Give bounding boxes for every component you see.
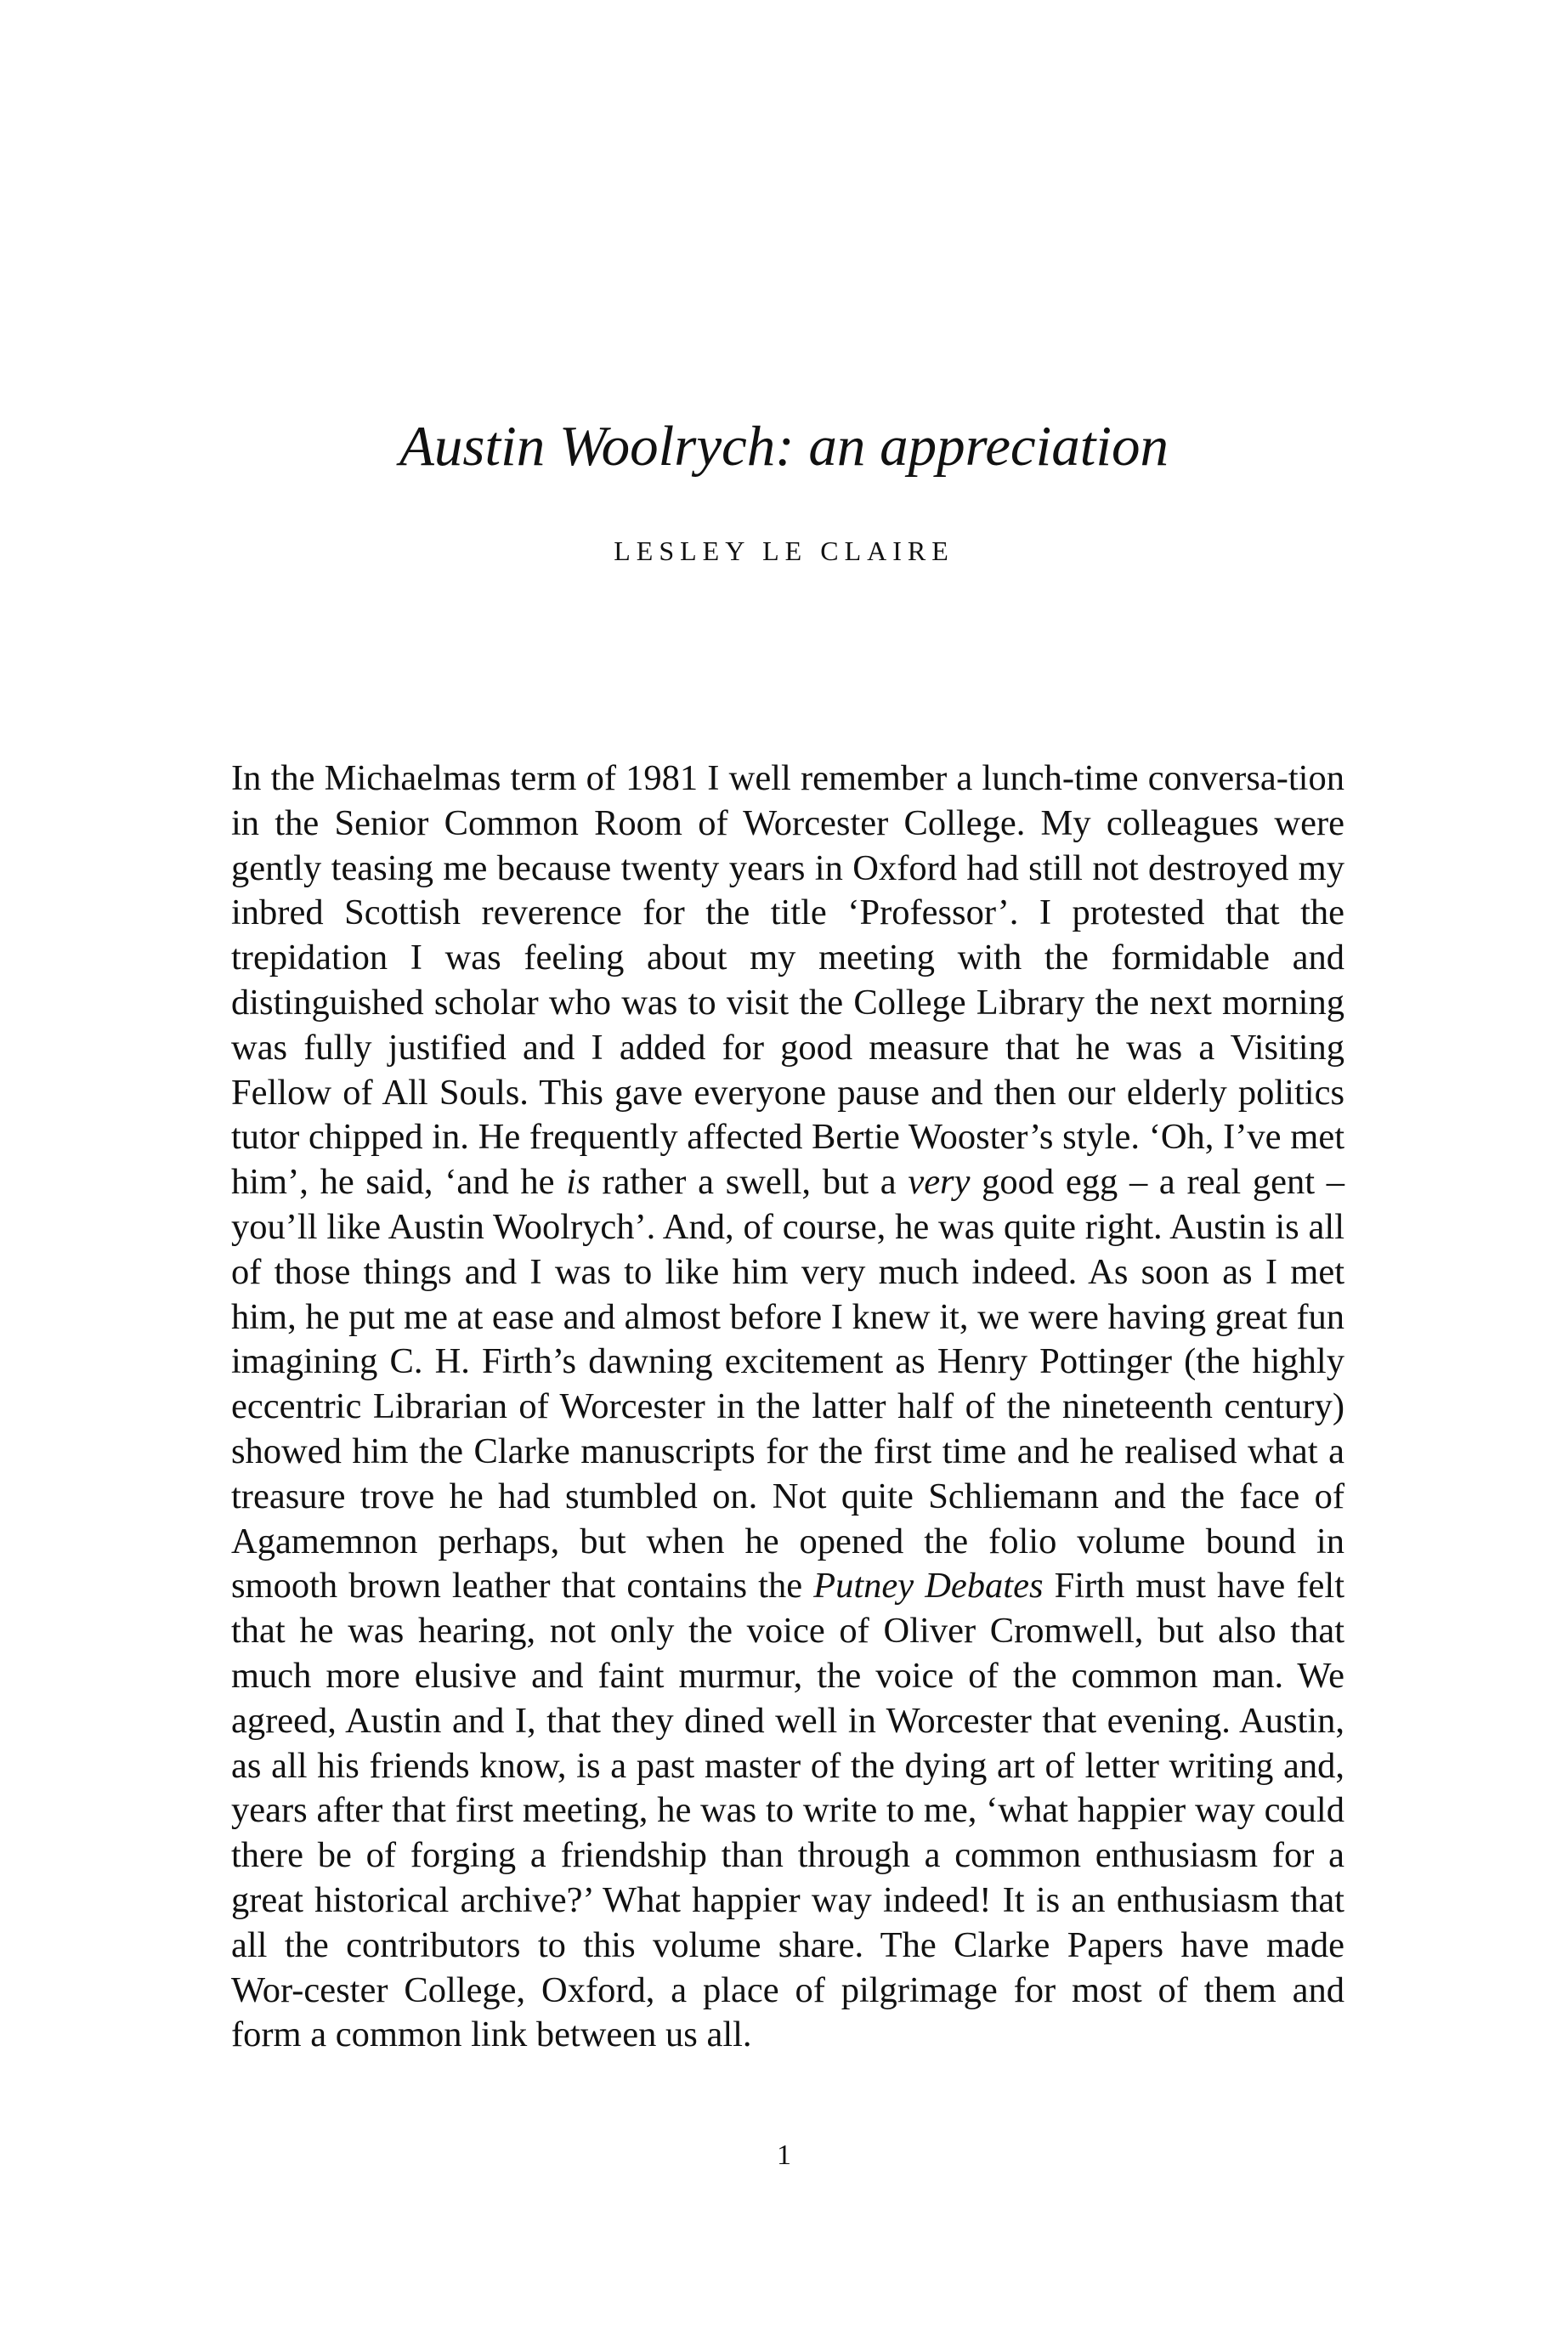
- body-text-segment: rather a swell, but a: [590, 1162, 909, 1203]
- body-text-segment: good egg – a real gent – you’ll like Austin Woolrych’. And, of course, he was quite right. Austin is all of those things and I was to like him very much indeed. As soon as I met him, he put me at ease and almost before I knew it, we were having great fun imagining C. H. Firth’s dawning excitement as Henry Pottinger (the highly eccentric Librarian of Worcester in the latter half of the nineteenth century) showed him the Clarke manuscripts for the first time and he realised what a treasure trove he had stumbled on. Not quite Schliemann and the face of Agamemnon perhaps, but when he opened the folio volume bound in smooth brown leather that contains the: [231, 1162, 1344, 1606]
- body-text-segment: Firth must have felt that he was hearing, not only the voice of Oliver Cromwell, but also that much more elusive and faint murmur, the voice of the common man. We agreed, Austin and I, that they dined well in Worcester that evening. Austin, as all his friends know, is a past master of the dying art of letter writing and, years after that first meeting, he was to write to me, ‘what happier way could there be of forging a friendship than through a common enthusiasm for a great historical archive?’ What happier way indeed! It is an enthusiasm that all the contributors to this volume share. The Clarke Papers have made Wor-cester College, Oxford, a place of pilgrimage for most of them and form a common link between us all.: [231, 1566, 1344, 2055]
- chapter-title: [0, 412, 1568, 480]
- author-name: LESLEY LE CLAIRE: [614, 536, 954, 566]
- body-text-segment: In the Michaelmas term of 1981 I well remember a lunch-time conversa-tion in the Senior Common Room of Worcester College. My colleagues were gently teasing me because twenty years in Oxford had still not destroyed my inbred Scottish reverence for the title ‘Professor’. I protested that the trepidation I was feeling about my meeting with the formidable and distinguished scholar who was to visit the College Library the next morning was fully justified and I added for good measure that he was a Visiting Fellow of All Souls. This gave everyone pause and then our elderly politics tutor chipped in. He frequently affected Bertie Wooster’s style. ‘Oh, I’ve met him’, he said, ‘and he: [231, 758, 1344, 1203]
- body-paragraph: [231, 756, 1344, 2058]
- work-title-putney-debates: Putney Debates: [813, 1566, 1044, 1606]
- page-number: 1: [777, 2139, 791, 2171]
- chapter-title-name: Austin Woolrych: [399, 415, 776, 478]
- emphasis-is: is: [566, 1162, 591, 1203]
- emphasis-very: very: [908, 1162, 971, 1203]
- chapter-title-subtitle: : an appreciation: [775, 415, 1169, 478]
